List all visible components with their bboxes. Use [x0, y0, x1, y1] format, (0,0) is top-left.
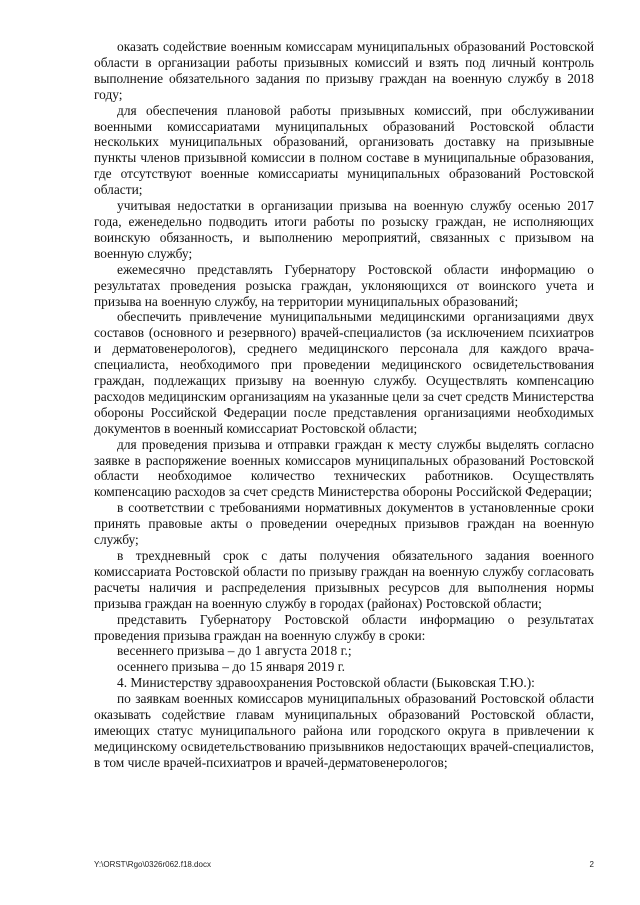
paragraph: для обеспечения плановой работы призывных комиссий, при обслуживании военными комиссариатами муниципальных образований Ростовской области нескольких муниципальных образований, организовать доставку на призывные пункты членов призывной комиссии в полном составе в муниципальные образования, где отсутствуют военные комиссариаты муниципальных образований Ростовской области; — [94, 102, 594, 198]
paragraph: для проведения призыва и отправки граждан к месту службы выделять согласно заявке в распоряжение военных комиссаров муниципальных образований Ростовской области необходимое количество технических работников. Осуществлять компенсацию расходов за счет средств Министерства обороны Российской Федерации; — [94, 436, 594, 500]
paragraph: обеспечить привлечение муниципальными медицинскими организациями двух составов (основного и резервного) врачей-специалистов (за исключением психиатров и дерматовенерологов), среднего медицинского персонала для каждого врача-специалиста, необходимого при проведении медицинского освидетельствования граждан, подлежащих призыву на военную службу. Осуществлять компенсацию расходов медицинским организациям на указанные цели за счет средств Министерства обороны Российской Федерации после представления организациями необходимых документов в военный комиссариат Ростовской области; — [94, 309, 594, 436]
paragraph: весеннего призыва – до 1 августа 2018 г.; — [117, 643, 352, 659]
paragraph: оказать содействие военным комиссарам муниципальных образований Ростовской области в организации работы призывных комиссий и взять под личный контроль выполнение обязательного задания по призыву граждан на военную службу в 2018 году; — [94, 39, 594, 102]
page-number: 2 — [589, 860, 594, 869]
paragraph: ежемесячно представлять Губернатору Ростовской области информацию о результатах проведения розыска граждан, уклоняющихся от воинского учета и призыва на военную службу, на территории муниципальных образований; — [94, 261, 594, 309]
paragraph: по заявкам военных комиссаров муниципальных образований Ростовской области оказывать содействие главам муниципальных образований Ростовской области, имеющих статус муниципального района или городского округа в привлечении к медицинскому освидетельствованию призывников недостающих врачей-специалистов, в том числе врачей-психиатров и врачей-дерматовенерологов; — [94, 691, 594, 770]
paragraph: учитывая недостатки в организации призыва на военную службу осенью 2017 года, еженедельно подводить итоги работы по розыску граждан, не исполняющих воинскую обязанность, и выполнению мероприятий, связанных с призывом на военную службу; — [94, 198, 594, 261]
page-footer — [94, 860, 594, 874]
document-body — [94, 39, 594, 771]
paragraph: в трехдневный срок с даты получения обязательного задания военного комиссариата Ростовской области по призыву граждан на военную службу согласовать расчеты наличия и распределения призывных ресурсов для выполнения нормы призыва граждан на военную службу в городах (районах) Ростовской области; — [94, 548, 594, 611]
paragraph: представить Губернатору Ростовской области информацию о результатах проведения призыва граждан на военную службу в сроки: — [94, 611, 594, 643]
section-heading: 4. Министерству здравоохранения Ростовской области (Быковская Т.Ю.): — [117, 675, 535, 691]
paragraph: осеннего призыва – до 15 января 2019 г. — [117, 659, 346, 675]
paragraph: в соответствии с требованиями нормативных документов в установленные сроки принять правовые акты о проведении очередных призывов граждан на военную службу; — [94, 500, 594, 548]
file-path: Y:\ORST\Rgo\0326r062.f18.docx — [94, 860, 211, 869]
